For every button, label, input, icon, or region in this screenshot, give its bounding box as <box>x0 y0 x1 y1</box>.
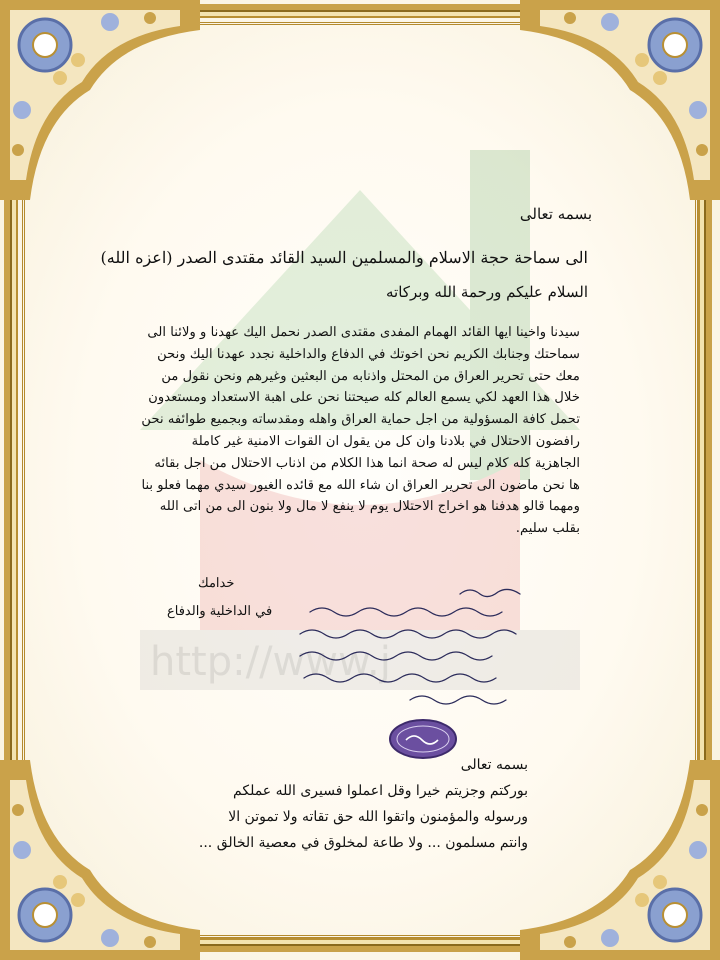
reply-line: ورسوله والمؤمنون واتقوا الله حق تقاته ولا تموتن الا <box>228 809 528 825</box>
watermark-url: http://www.j <box>150 639 391 685</box>
letter-body-line: خلال هذا العهد لكي يسمع العالم كله صيحتنا نحن على اهبة الاستعداد ومستعدون <box>148 390 580 406</box>
letter-body <box>110 322 580 540</box>
letter-signature-title: خدامك <box>198 576 235 591</box>
reply-line: وانتم مسلمون ... ولا طاعة لمخلوق في معصية الخالق ... <box>198 835 528 851</box>
letter-body-line: سيدنا واخينا ايها القائد الهمام المفدى مقتدى الصدر نحمل اليك عهدنا و ولائنا الى <box>147 325 580 340</box>
reply-invocation: بسمه تعالى <box>460 757 528 773</box>
letter-body-line: سماحتك وجنابك الكريم نحن اخوتك في الدفاع والداخلية نجدد عهدنا اليك ونحن <box>157 346 580 362</box>
handwritten-annotation <box>290 582 530 712</box>
letter-body-line: ومهما قالو هدفنا هو اخراج الاحتلال يوم لا ينفع لا مال ولا بنون الى من اتى الله <box>159 499 580 515</box>
ornament-corner-top-left <box>0 0 200 200</box>
letter-salutation: السلام عليكم ورحمة الله وبركاته <box>386 283 588 301</box>
ornament-corner-bottom-right <box>520 760 720 960</box>
letter-addressee: الى سماحة حجة الاسلام والمسلمين السيد القائد مقتدى الصدر (اعزه الله) <box>100 248 588 267</box>
reply-block <box>128 752 528 856</box>
letter-body-line: بقلب سليم. <box>515 521 580 537</box>
letter-signature-department: في الداخلية والدفاع <box>167 604 273 619</box>
letter-invocation: بسمه تعالى <box>519 205 592 223</box>
reply-line: بوركتم وجزيتم خيرا وقل اعملوا فسيرى الله عملكم <box>233 783 528 799</box>
letter-body-line: ها نحن ماضون الى تحرير العراق ان شاء الله مع قائده الغيور سيدي مهما فعلو بنا <box>141 477 580 493</box>
letter-body-line: معك حتى تحرير العراق من المحتل واذنابه من البعثين وغيرهم ونحن نقول من <box>161 368 580 384</box>
ornament-corner-top-right <box>520 0 720 200</box>
letter-body-line: تحمل كافة المسؤولية من اجل حماية العراق واهله ومقدساته وبجميع طوائفه نحن <box>141 412 580 428</box>
letter-body-line: رافضون الاحتلال في بلادنا وان كل من يقول ان القوات الامنية غير كاملة <box>191 433 580 449</box>
letter-body-line: الجاهزية كله كلام ليس له صحة انما هذا الكلام من اذناب الاحتلال من اجل بقائه <box>154 455 580 471</box>
